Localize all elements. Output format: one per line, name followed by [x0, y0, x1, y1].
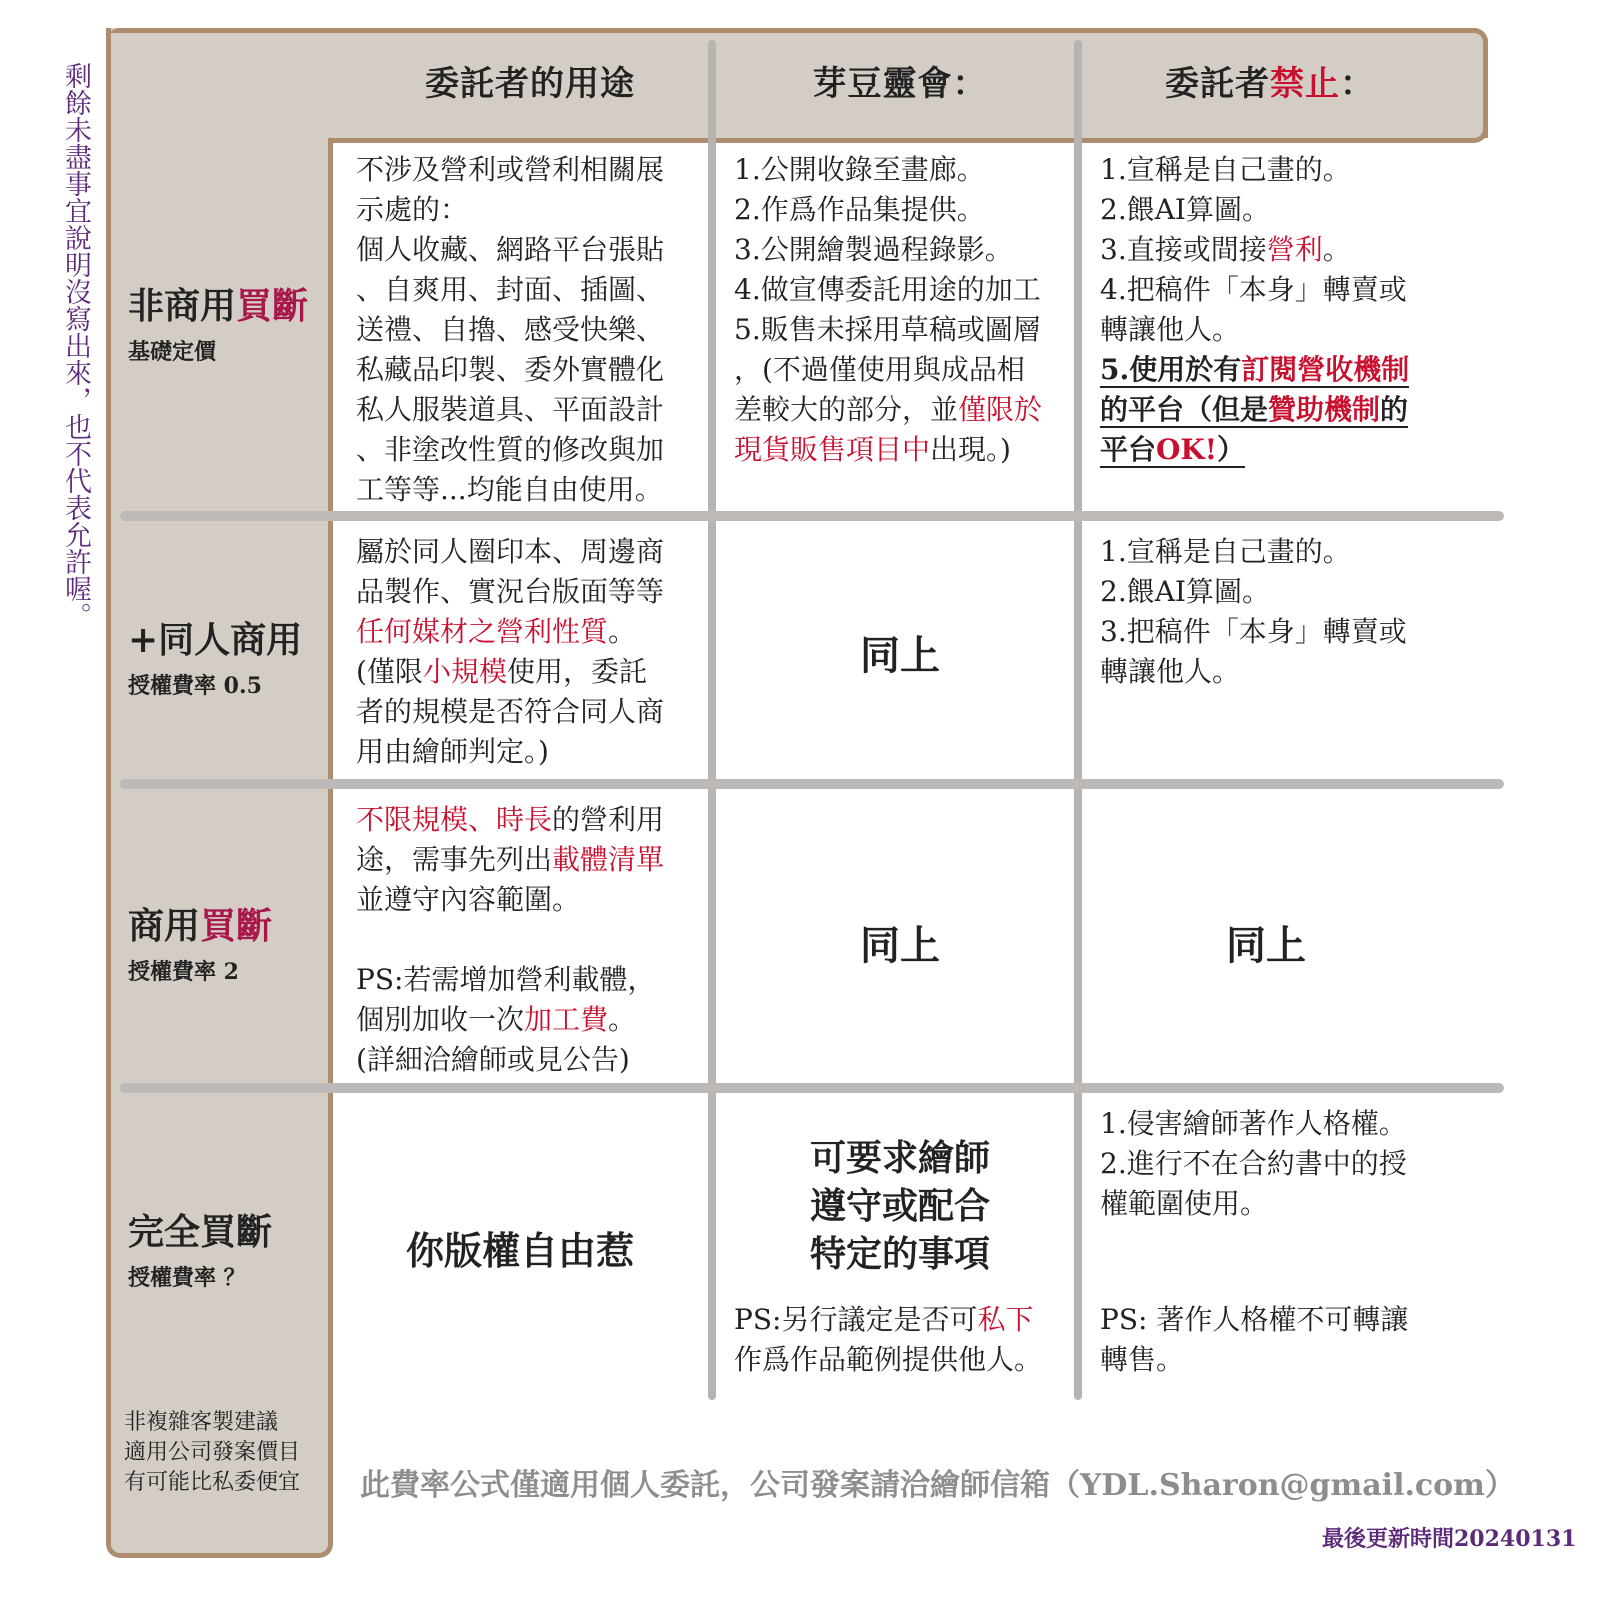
- row1-usage-line: 示處的：: [356, 193, 469, 226]
- row4-artist-main: [720, 1134, 1080, 1278]
- row1-label: [128, 278, 308, 366]
- row4-forbid-line: 權範圍使用。: [1100, 1187, 1269, 1220]
- row1-artist-line: 2.作爲作品集提供。: [734, 193, 985, 226]
- row4-label: [128, 1204, 272, 1292]
- header-forbid-red: 禁止: [1270, 64, 1340, 104]
- row1-usage-line: 個人收藏、網路平台張貼: [356, 233, 665, 266]
- row2-usage-l1: 屬於同人圈印本、周邊商: [356, 535, 665, 568]
- row2-usage-l2: 品製作、實況台版面等等: [356, 575, 665, 608]
- row3-usage-l4: PS:若需增加營利載體，: [356, 963, 656, 996]
- row4-label-main: 完全買斷: [128, 1211, 273, 1253]
- row1-forbid-l6: [1100, 353, 1409, 388]
- header-artist: 芽豆靈會：: [812, 64, 988, 104]
- row1-forbid-l2: 2.餵AI算圖。: [1100, 193, 1270, 226]
- row1-forbid-l7a: 的平台（但是: [1100, 393, 1269, 426]
- frame-left-column: [106, 28, 333, 1558]
- last-updated: 最後更新時間20240131: [1322, 1526, 1577, 1552]
- bottom-note-line: 有可能比私委便宜: [124, 1470, 301, 1495]
- row1-forbid-l7: [1100, 393, 1408, 428]
- row1-artist-line: 3.公開繪製過程錄影。: [734, 233, 1013, 266]
- row3-usage-l3: 並遵守內容範圍。: [356, 883, 581, 916]
- header-forbid-suffix: ：: [1340, 64, 1375, 104]
- row1-forbid-l7b: 的: [1380, 393, 1409, 426]
- row-divider-2: [120, 779, 1504, 789]
- row1-forbid-l3b: 。: [1322, 233, 1351, 266]
- row4-artist-line: 特定的事項: [809, 1233, 990, 1275]
- row1-usage-line: 工等等...均能自由使用。: [356, 473, 663, 506]
- row1-forbid: [1100, 150, 1450, 470]
- row1-forbid-l8: [1100, 433, 1245, 468]
- row3-usage-l6: (詳細洽繪師或見公告): [356, 1043, 630, 1076]
- row1-artist-l8red: 現貨販售項目中: [734, 433, 931, 466]
- row1-forbid-l3a: 3.直接或間接: [1100, 233, 1267, 266]
- row3-usage-l5red: 加工費: [524, 1003, 609, 1036]
- row1-artist-l7a: 差較大的部分，並: [734, 393, 959, 426]
- row2-label: [128, 612, 302, 700]
- bottom-note-line: 非複雜客製建議: [124, 1410, 279, 1435]
- row1-forbid-l7red: 贊助機制: [1268, 393, 1381, 426]
- row3-usage-l5a: 個別加收一次: [356, 1003, 525, 1036]
- row2-usage-l4a: (僅限: [356, 655, 423, 688]
- row2-label-main: +同人商用: [128, 619, 303, 661]
- row3-usage-l5b: 。: [608, 1003, 637, 1036]
- row2-forbid-line: 轉讓他人。: [1100, 655, 1241, 688]
- header-usage: 委託者的用途: [425, 64, 635, 104]
- row1-artist-l8b: 出現。): [930, 433, 1011, 466]
- row3-usage: [356, 800, 696, 1080]
- row2-forbid: [1100, 532, 1450, 692]
- row4-usage: 你版權自由惹: [405, 1228, 634, 1273]
- frame-header-corner: [1455, 28, 1488, 143]
- row3-usage-l2a: 途，需事先列出: [356, 843, 553, 876]
- row1-usage-line: 、自爽用、封面、插圖、: [356, 273, 665, 306]
- row2-usage-l3b: 。: [608, 615, 637, 648]
- row1-label-main: 非商用: [128, 285, 237, 327]
- row3-label-red: 買斷: [200, 905, 273, 947]
- row3-usage-l1red: 不限規模、時長: [356, 803, 553, 836]
- row1-forbid-l8b: ）: [1217, 433, 1246, 466]
- row1-forbid-l8a: 平台: [1100, 433, 1157, 466]
- row4-forbid-line: 1.侵害繪師著作人格權。: [1100, 1107, 1407, 1140]
- side-note: 剩餘未盡事宜說明沒寫出來，也不代表允許喔。: [60, 62, 91, 629]
- row1-usage-line: 送禮、自擼、感受快樂、: [356, 313, 665, 346]
- row4-artist-psred: 私下: [977, 1303, 1034, 1336]
- row3-usage-gap: [356, 920, 696, 960]
- row1-label-sub: 基礎定價: [128, 339, 217, 365]
- row1-forbid-l4: 4.把稿件「本身」轉賣或: [1100, 273, 1407, 306]
- row2-usage-l4red: 小規模: [422, 655, 507, 688]
- row1-artist-line: [734, 430, 1068, 470]
- row2-usage: [356, 532, 696, 772]
- row3-label: [128, 898, 272, 986]
- row1-forbid-l6a: 5.使用於有: [1100, 353, 1242, 386]
- column-divider-1: [708, 40, 716, 1400]
- row4-label-sub: 授權費率 ？: [128, 1265, 246, 1291]
- row1-usage-line: 私藏品印製、委外實體化: [356, 353, 665, 386]
- row1-label-red: 買斷: [236, 285, 309, 327]
- bottom-note: [124, 1408, 300, 1498]
- row1-artist-line: 4.做宣傳委託用途的加工: [734, 273, 1041, 306]
- row4-forbid: [1100, 1104, 1450, 1224]
- row-divider-3: [120, 1083, 1504, 1093]
- row2-usage-l4b: 使用，委託: [506, 655, 647, 688]
- row2-forbid-line: 3.把稿件「本身」轉賣或: [1100, 615, 1407, 648]
- row1-artist-l7red: 僅限於: [958, 393, 1043, 426]
- row2-forbid-line: 1.宣稱是自己畫的。: [1100, 535, 1351, 568]
- row4-forbid-ps1: PS: 著作人格權不可轉讓: [1100, 1303, 1409, 1336]
- row4-artist-line: 遵守或配合: [809, 1185, 990, 1227]
- row1-artist-line: 1.公開收錄至畫廊。: [734, 153, 985, 186]
- row1-artist-line: ，(不過僅使用與成品相: [734, 353, 1025, 386]
- row3-label-sub: 授權費率 2: [128, 959, 239, 985]
- row4-artist-psa: PS:另行議定是否可: [734, 1303, 978, 1336]
- row4-artist-line: 可要求繪師: [809, 1137, 990, 1179]
- row4-forbid-line: 2.進行不在合約書中的授: [1100, 1147, 1407, 1180]
- header-forbid: [1120, 56, 1420, 105]
- row2-forbid-line: 2.餵AI算圖。: [1100, 575, 1270, 608]
- header-forbid-prefix: 委託者: [1165, 64, 1270, 104]
- row1-forbid-l5: 轉讓他人。: [1100, 313, 1241, 346]
- row1-usage-line: 私人服裝道具、平面設計: [356, 393, 665, 426]
- row1-usage: [356, 150, 696, 510]
- row2-usage-l6: 用由繪師判定。): [356, 735, 549, 768]
- row3-forbid-same: 同上: [1226, 922, 1306, 969]
- row4-forbid-ps2: 轉售。: [1100, 1343, 1185, 1376]
- bottom-note-line: 適用公司發案價目: [124, 1440, 301, 1465]
- row4-forbid-ps: [1100, 1300, 1450, 1380]
- footer-contact: 此費率公式僅適用個人委託，公司發案請洽繪師信箱（YDL.Sharon@gmail.com）: [360, 1468, 1515, 1503]
- row1-artist-line: [734, 390, 1068, 430]
- row4-artist-ps: [734, 1300, 1074, 1380]
- row1-forbid-l1: 1.宣稱是自己畫的。: [1100, 153, 1351, 186]
- row-divider-1: [120, 511, 1504, 521]
- row1-forbid-line: [1100, 230, 1450, 270]
- row3-usage-l1b: 的營利用: [552, 803, 665, 836]
- row1-artist-line: 5.販售未採用草稿或圖層: [734, 313, 1041, 346]
- row1-forbid-l6red: 訂閱營收機制: [1241, 353, 1410, 386]
- row3-artist-same: 同上: [860, 922, 940, 969]
- row2-usage-l5: 者的規模是否符合同人商: [356, 695, 665, 728]
- row1-forbid-l3red: 營利: [1266, 233, 1323, 266]
- row1-usage-line: 、非塗改性質的修改與加: [356, 433, 665, 466]
- row1-artist: [734, 150, 1068, 470]
- row4-artist-psb: 作爲作品範例提供他人。: [734, 1343, 1043, 1376]
- row2-label-sub: 授權費率 0.5: [128, 673, 262, 699]
- row1-forbid-l8red: OK!: [1156, 433, 1218, 466]
- row2-usage-l3red: 任何媒材之營利性質: [356, 615, 609, 648]
- row3-usage-l2red: 載體清單: [552, 843, 665, 876]
- row1-usage-line: 不涉及營利或營利相關展: [356, 153, 665, 186]
- row3-label-main: 商用: [128, 905, 201, 947]
- row2-artist-same: 同上: [860, 632, 940, 679]
